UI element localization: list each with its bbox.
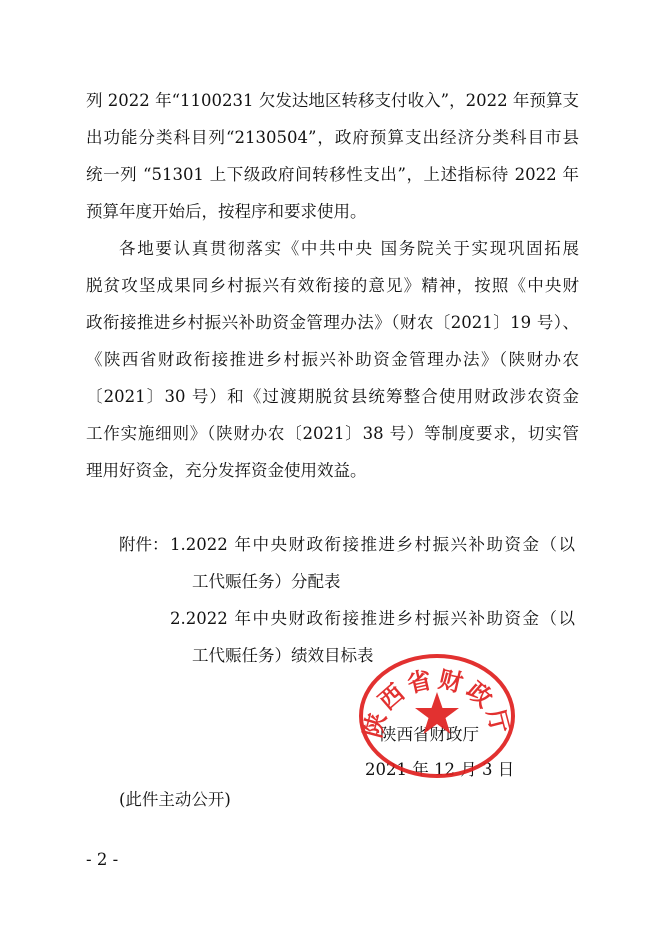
attachment-1-line-2: 工代赈任务）分配表 [192,572,341,591]
paragraph-2-line-1: 各地要认真贯彻落实《中共中央 国务院关于实现巩固拓展 [119,239,579,258]
signature-date: 2021 年 12 月 3 日 [365,760,515,779]
paragraph-1-line-2: 出功能分类科目列“2130504”，政府预算支出经济分类科目市县 [86,128,579,147]
seal-text: 陕西省财政厅 [357,664,517,741]
attachment-2-line-2: 工代赈任务）绩效目标表 [192,646,374,665]
seal-star-icon [415,692,459,734]
paragraph-2-line-6: 工作实施细则》（陕财办农〔2021〕38 号）等制度要求，切实管 [86,424,579,443]
paragraph-1-line-1: 列 2022 年“1100231 欠发达地区转移支付收入”，2022 年预算支 [86,91,579,110]
paragraph-1-line-4: 预算年度开始后，按程序和要求使用。 [86,202,367,221]
paragraph-2-line-4: 《陕西省财政衔接推进乡村振兴补助资金管理办法》（陕财办农 [86,350,579,369]
signature-org: 陕西省财政厅 [380,725,479,744]
page-number: - 2 - [86,850,119,869]
official-seal-icon [356,650,518,778]
paragraph-2-line-3: 政衔接推进乡村振兴补助资金管理办法》（财农〔2021〕19 号）、 [86,313,579,332]
paragraph-2-line-2: 脱贫攻坚成果同乡村振兴有效衔接的意见》精神，按照《中央财 [86,276,579,295]
attachment-1-line-1: 1.2022 年中央财政衔接推进乡村振兴补助资金（以 [170,535,575,554]
paragraph-1-line-3: 统一列 “51301 上下级政府间转移性支出”，上述指标待 2022 年 [86,165,579,184]
paragraph-2-line-5: 〔2021〕30 号）和《过渡期脱贫县统筹整合使用财政涉农资金 [86,387,579,406]
paragraph-2-line-7: 理用好资金，充分发挥资金使用效益。 [86,461,367,480]
disclosure-note: (此件主动公开) [119,790,231,809]
attachment-2-line-1: 2.2022 年中央财政衔接推进乡村振兴补助资金（以 [170,609,575,628]
attachments-label: 附件： [119,535,169,554]
